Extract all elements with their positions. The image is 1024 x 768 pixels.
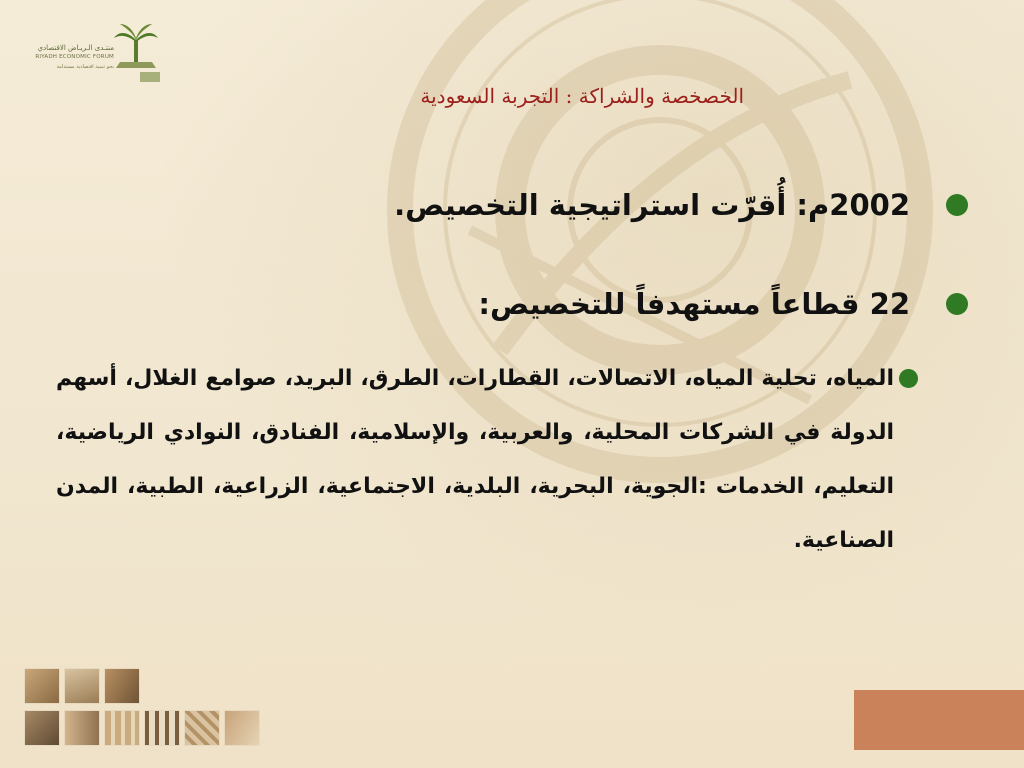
bullet-item [478, 287, 968, 321]
decorative-thumbnail [144, 710, 180, 746]
bullet-item [394, 188, 968, 222]
decorative-photo-strip [24, 668, 268, 754]
decorative-thumbnail [224, 710, 260, 746]
decorative-thumbnail [104, 668, 140, 704]
sub-bullet-sectors-list [56, 352, 894, 568]
decorative-thumbnail [64, 710, 100, 746]
riyadh-economic-forum-logo [30, 22, 160, 84]
decorative-thumbnail [184, 710, 220, 746]
slide-title: الخصخصة والشراكة : التجربة السعودية [420, 84, 744, 108]
decorative-thumbnail [24, 668, 60, 704]
bullet-dot-icon [946, 194, 968, 216]
accent-box [854, 690, 1024, 750]
logo-name-english: RIYADH ECONOMIC FORUM [35, 54, 114, 60]
logo-name-arabic: منتـدى الـريـاض الاقتصادي [37, 44, 114, 52]
bullet-dot-icon [946, 293, 968, 315]
decorative-thumbnail [104, 710, 140, 746]
logo-accent-bar [140, 72, 160, 82]
sub-bullet-text: المياه، تحلية المياه، الاتصالات، القطارات، الطرق، البريد، صوامع الغلال، أسهم الدولة في الشركات المحلية، والعربية، والإسلامية، الفنادق، النوادي الرياضية، التعليم، الخدمات :الجوية، البحرية، البلدية، الاجتماعية، الزراعية، الطبية، المدن الصناعية. [56, 366, 894, 553]
decorative-thumbnail [64, 668, 100, 704]
palm-tree-icon [112, 22, 160, 74]
decorative-thumbnail [24, 710, 60, 746]
logo-tagline: نحو تنمية اقتصادية مستدامة [56, 64, 114, 70]
bullet-text: 22 قطاعاً مستهدفاً للتخصيص: [478, 287, 910, 321]
sub-bullet-dot-icon [899, 369, 918, 388]
bullet-text: 2002م: أُقرّت استراتيجية التخصيص. [394, 188, 910, 222]
